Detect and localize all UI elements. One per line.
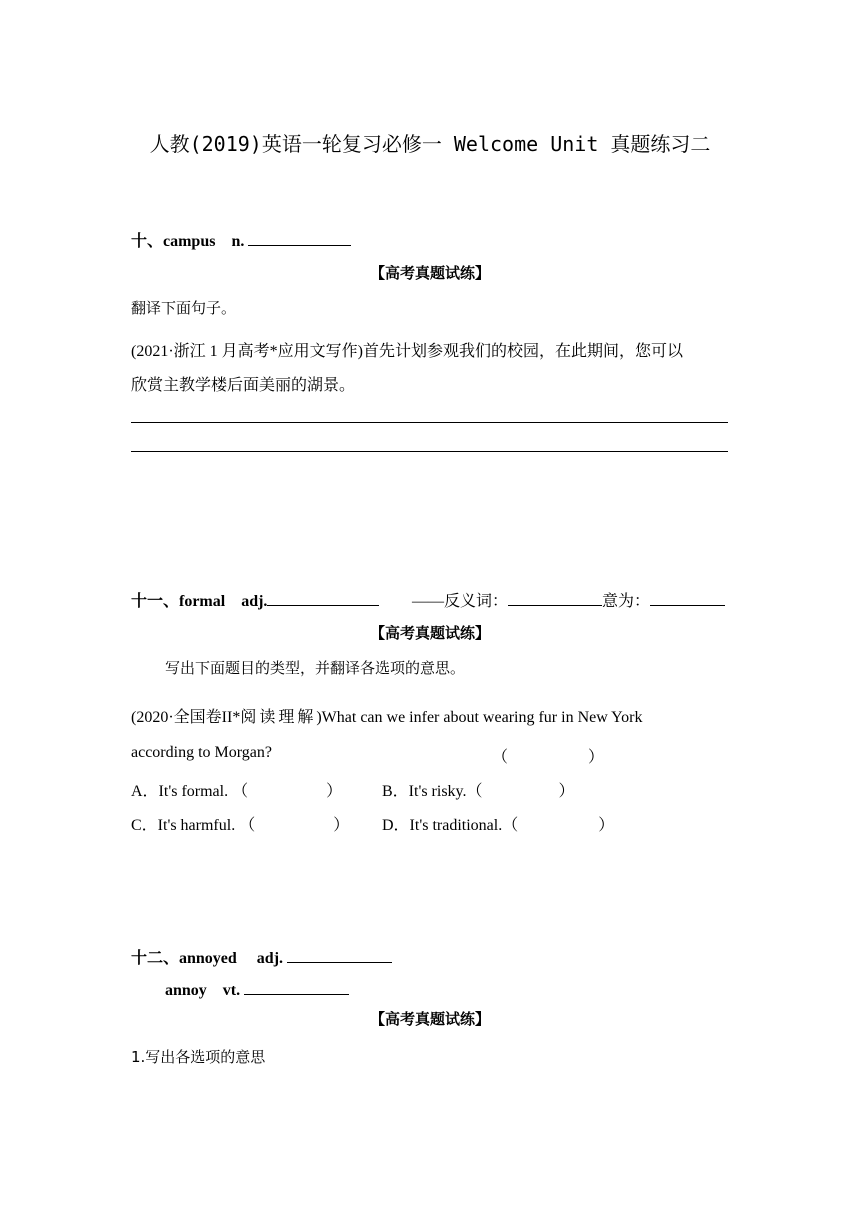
- answer-blank[interactable]: [244, 980, 349, 995]
- antonym-row: [412, 588, 725, 611]
- vocab-item-annoy: [165, 977, 349, 1000]
- option-a: A．It's formal. （ ）: [131, 783, 343, 800]
- instruction: 写出下面题目的类型，并翻译各选项的意思。: [165, 659, 466, 677]
- answer-blank[interactable]: [508, 591, 602, 606]
- answer-blank[interactable]: [248, 231, 351, 246]
- option-b: B．It's risky.（ ）: [382, 783, 575, 800]
- section-heading: 【高考真题试练】: [369, 624, 490, 642]
- vocab-label: 十一、formal adj.: [131, 593, 268, 610]
- section-heading: 【高考真题试练】: [369, 264, 490, 282]
- answer-line[interactable]: [131, 451, 728, 452]
- source-tag: (2020·全国卷II*阅读理解)What can we infer about wearing fur in New York: [131, 707, 643, 726]
- vocab-item-campus: [131, 228, 351, 251]
- vocab-label: 十、campus n.: [131, 233, 249, 250]
- vocab-item-formal: [131, 588, 379, 611]
- instruction: 翻译下面句子。: [131, 299, 237, 317]
- vocab-label: 十二、annoyed adj.: [131, 950, 288, 967]
- answer-blank[interactable]: [287, 948, 392, 963]
- meaning-label: 意为：: [602, 593, 651, 610]
- answer-paren[interactable]: （ ）: [492, 749, 605, 766]
- option-c: C．It's harmful. （ ）: [131, 817, 350, 834]
- option-d: D．It's traditional.（ ）: [382, 817, 615, 834]
- answer-blank[interactable]: [650, 591, 725, 606]
- answer-blank[interactable]: [267, 591, 379, 606]
- instruction: 1.写出各选项的意思: [131, 1048, 266, 1066]
- vocab-item-annoyed: [131, 945, 392, 968]
- question-text: [131, 704, 728, 727]
- question-text: 欣赏主教学楼后面美丽的湖景。: [131, 377, 356, 394]
- section-heading: 【高考真题试练】: [369, 1010, 490, 1028]
- answer-line[interactable]: [131, 422, 728, 423]
- vocab-label: annoy vt.: [165, 982, 245, 999]
- question-text: according to Morgan?: [131, 744, 272, 761]
- question-text: (2021·浙江 1 月高考*应用文写作)首先计划参观我们的校园，在此期间，您可以: [131, 343, 683, 360]
- antonym-label: ——反义词：: [412, 593, 509, 610]
- page-title: 人教(2019)英语一轮复习必修一 Welcome Unit 真题练习二: [149, 132, 711, 156]
